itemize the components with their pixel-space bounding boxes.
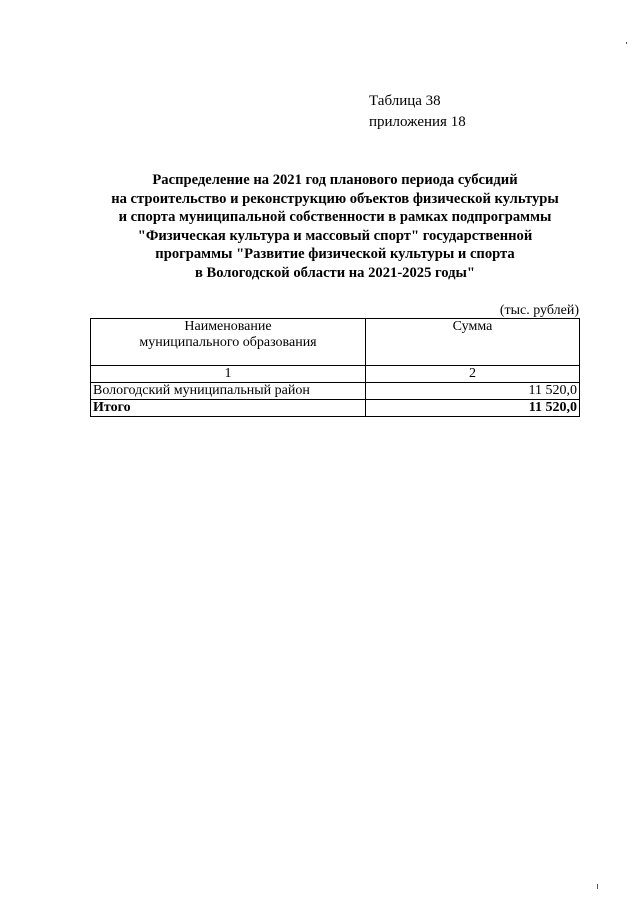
- title-line: "Физическая культура и массовый спорт" государственной: [137, 227, 533, 244]
- header-name: [91, 319, 366, 366]
- title-line: Распределение на 2021 год планового периода субсидий: [152, 172, 518, 188]
- header-sum: Сумма: [366, 319, 580, 366]
- header-name-line1: Наименование: [184, 319, 272, 334]
- table-number: Таблица 38: [369, 93, 441, 109]
- subsidy-table: [90, 318, 580, 417]
- title-line: программы "Развитие физической культуры и спорта: [155, 246, 515, 263]
- document-title: [80, 171, 590, 283]
- total-sum: 11 520,0: [366, 400, 580, 417]
- column-number: 1: [91, 366, 366, 383]
- title-line: и спорта муниципальной собственности в рамках подпрограммы: [118, 209, 552, 226]
- appendix-number: приложения 18: [369, 114, 466, 130]
- column-numbers-row: [91, 366, 580, 383]
- column-number: 2: [366, 366, 580, 383]
- title-line: на строительство и реконструкцию объектов физической культуры: [111, 190, 559, 207]
- total-label: Итого: [91, 400, 366, 417]
- scan-mark: [597, 884, 598, 889]
- title-line: в Вологодской области на 2021-2025 годы": [194, 264, 476, 281]
- table-row: [91, 383, 580, 400]
- total-row: [91, 400, 580, 417]
- municipality-sum: 11 520,0: [366, 383, 580, 400]
- municipality-name: Вологодский муниципальный район: [91, 383, 366, 400]
- header-name-line2: муниципального образования: [139, 335, 317, 350]
- header-row: [91, 319, 580, 366]
- scan-mark: [626, 42, 627, 44]
- units-label: (тыс. рублей): [499, 303, 579, 318]
